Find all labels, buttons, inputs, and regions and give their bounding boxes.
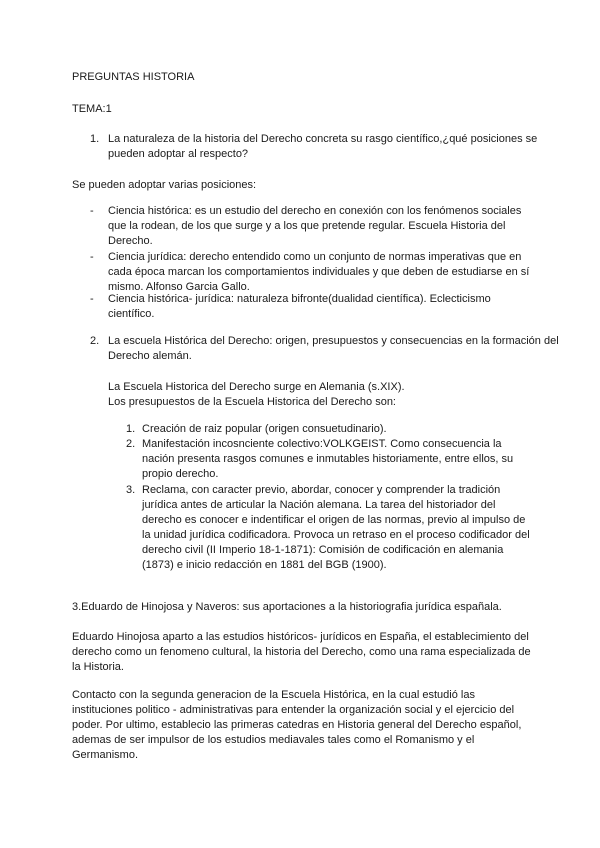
question-2-number: 2. <box>90 335 100 347</box>
dash-bullet: - <box>90 205 94 217</box>
question-2 <box>90 334 568 364</box>
dash-bullet: - <box>90 251 94 263</box>
q3-paragraph: Eduardo Hinojosa aparto a las estudios históricos- jurídicos en España, el establecimiento del derecho como un fenomeno cultural, la historia del Derecho, como una rama especializada de la Historia. <box>72 631 531 673</box>
presupuesto-item <box>126 422 536 437</box>
question-1 <box>90 132 568 162</box>
dash-bullet: - <box>90 293 94 305</box>
q2-answer-line: La Escuela Historica del Derecho surge en Alemania (s.XIX). <box>108 381 405 393</box>
presupuesto-text: Creación de raiz popular (origen consuetudinario). <box>142 423 387 435</box>
presupuesto-item <box>126 437 536 482</box>
q3-paragraph: Contacto con la segunda generacion de la Escuela Histórica, en la cual estudió las instituciones politico - administrativas para entender la organización social y el ejercicio del poder. Por ultimo, establecio las primeras catedras en Historia general del Derecho español, ademas de ser impulsor de los estudios mediavales tales como el Romanismo y el Germanismo. <box>72 689 522 761</box>
position-text: Ciencia jurídica: derecho entendido como un conjunto de normas imperativas que en cada época marcan los comportamientos individuales y que deben de estudiarse en sí mismo. Alfonso Garcia Gallo. <box>108 251 530 293</box>
position-item <box>90 292 540 322</box>
position-item <box>90 204 540 249</box>
question-3-heading: 3.Eduardo de Hinojosa y Naveros: sus aportaciones a la historiografia jurídica españala. <box>72 601 502 613</box>
question-2-text: La escuela Histórica del Derecho: origen, presupuestos y consecuencias en la formación del Derecho alemán. <box>108 335 559 362</box>
presupuesto-text: Manifestación incosnciente colectivo:VOLKGEIST. Como consecuencia la nación presenta rasgos comunes e inmutables historiamente, entre ellos, su propio derecho. <box>142 438 514 480</box>
question-1-text: La naturaleza de la historia del Derecho concreta su rasgo científico,¿qué posiciones se pueden adoptar al respecto? <box>108 133 538 160</box>
position-text: Ciencia histórica- jurídica: naturaleza bifronte(dualidad científica). Eclecticismo científico. <box>108 293 491 320</box>
position-text: Ciencia histórica: es un estudio del derecho en conexión con los fenómenos sociales que la rodean, de los que surge y a los que pretende regular. Escuela Historia del Derecho. <box>108 205 522 247</box>
presupuesto-number: 3. <box>126 484 136 496</box>
q2-answer-line: Los presupuestos de la Escuela Historica del Derecho son: <box>108 396 396 408</box>
position-item <box>90 250 540 295</box>
presupuesto-number: 2. <box>126 438 136 450</box>
positions-intro: Se pueden adoptar varias posiciones: <box>72 179 257 191</box>
question-1-number: 1. <box>90 133 100 145</box>
presupuesto-text: Reclama, con caracter previo, abordar, conocer y comprender la tradición jurídica antes de articular la Nación alemana. La tarea del historiador del derecho es conocer e indentificar el origen de las normas, previo al impulso de la unidad jurídica codificadora. Provoca un retraso en el proceso codificador del derecho civil (II Imperio 18-1-1871): Comisión de codificación en alemania (1873) e inicio redacción en 1881 del BGB (1900). <box>142 484 530 571</box>
presupuesto-item <box>126 483 536 573</box>
tema-heading: TEMA:1 <box>72 103 112 115</box>
presupuesto-number: 1. <box>126 423 136 435</box>
document-title: PREGUNTAS HISTORIA <box>72 71 195 83</box>
